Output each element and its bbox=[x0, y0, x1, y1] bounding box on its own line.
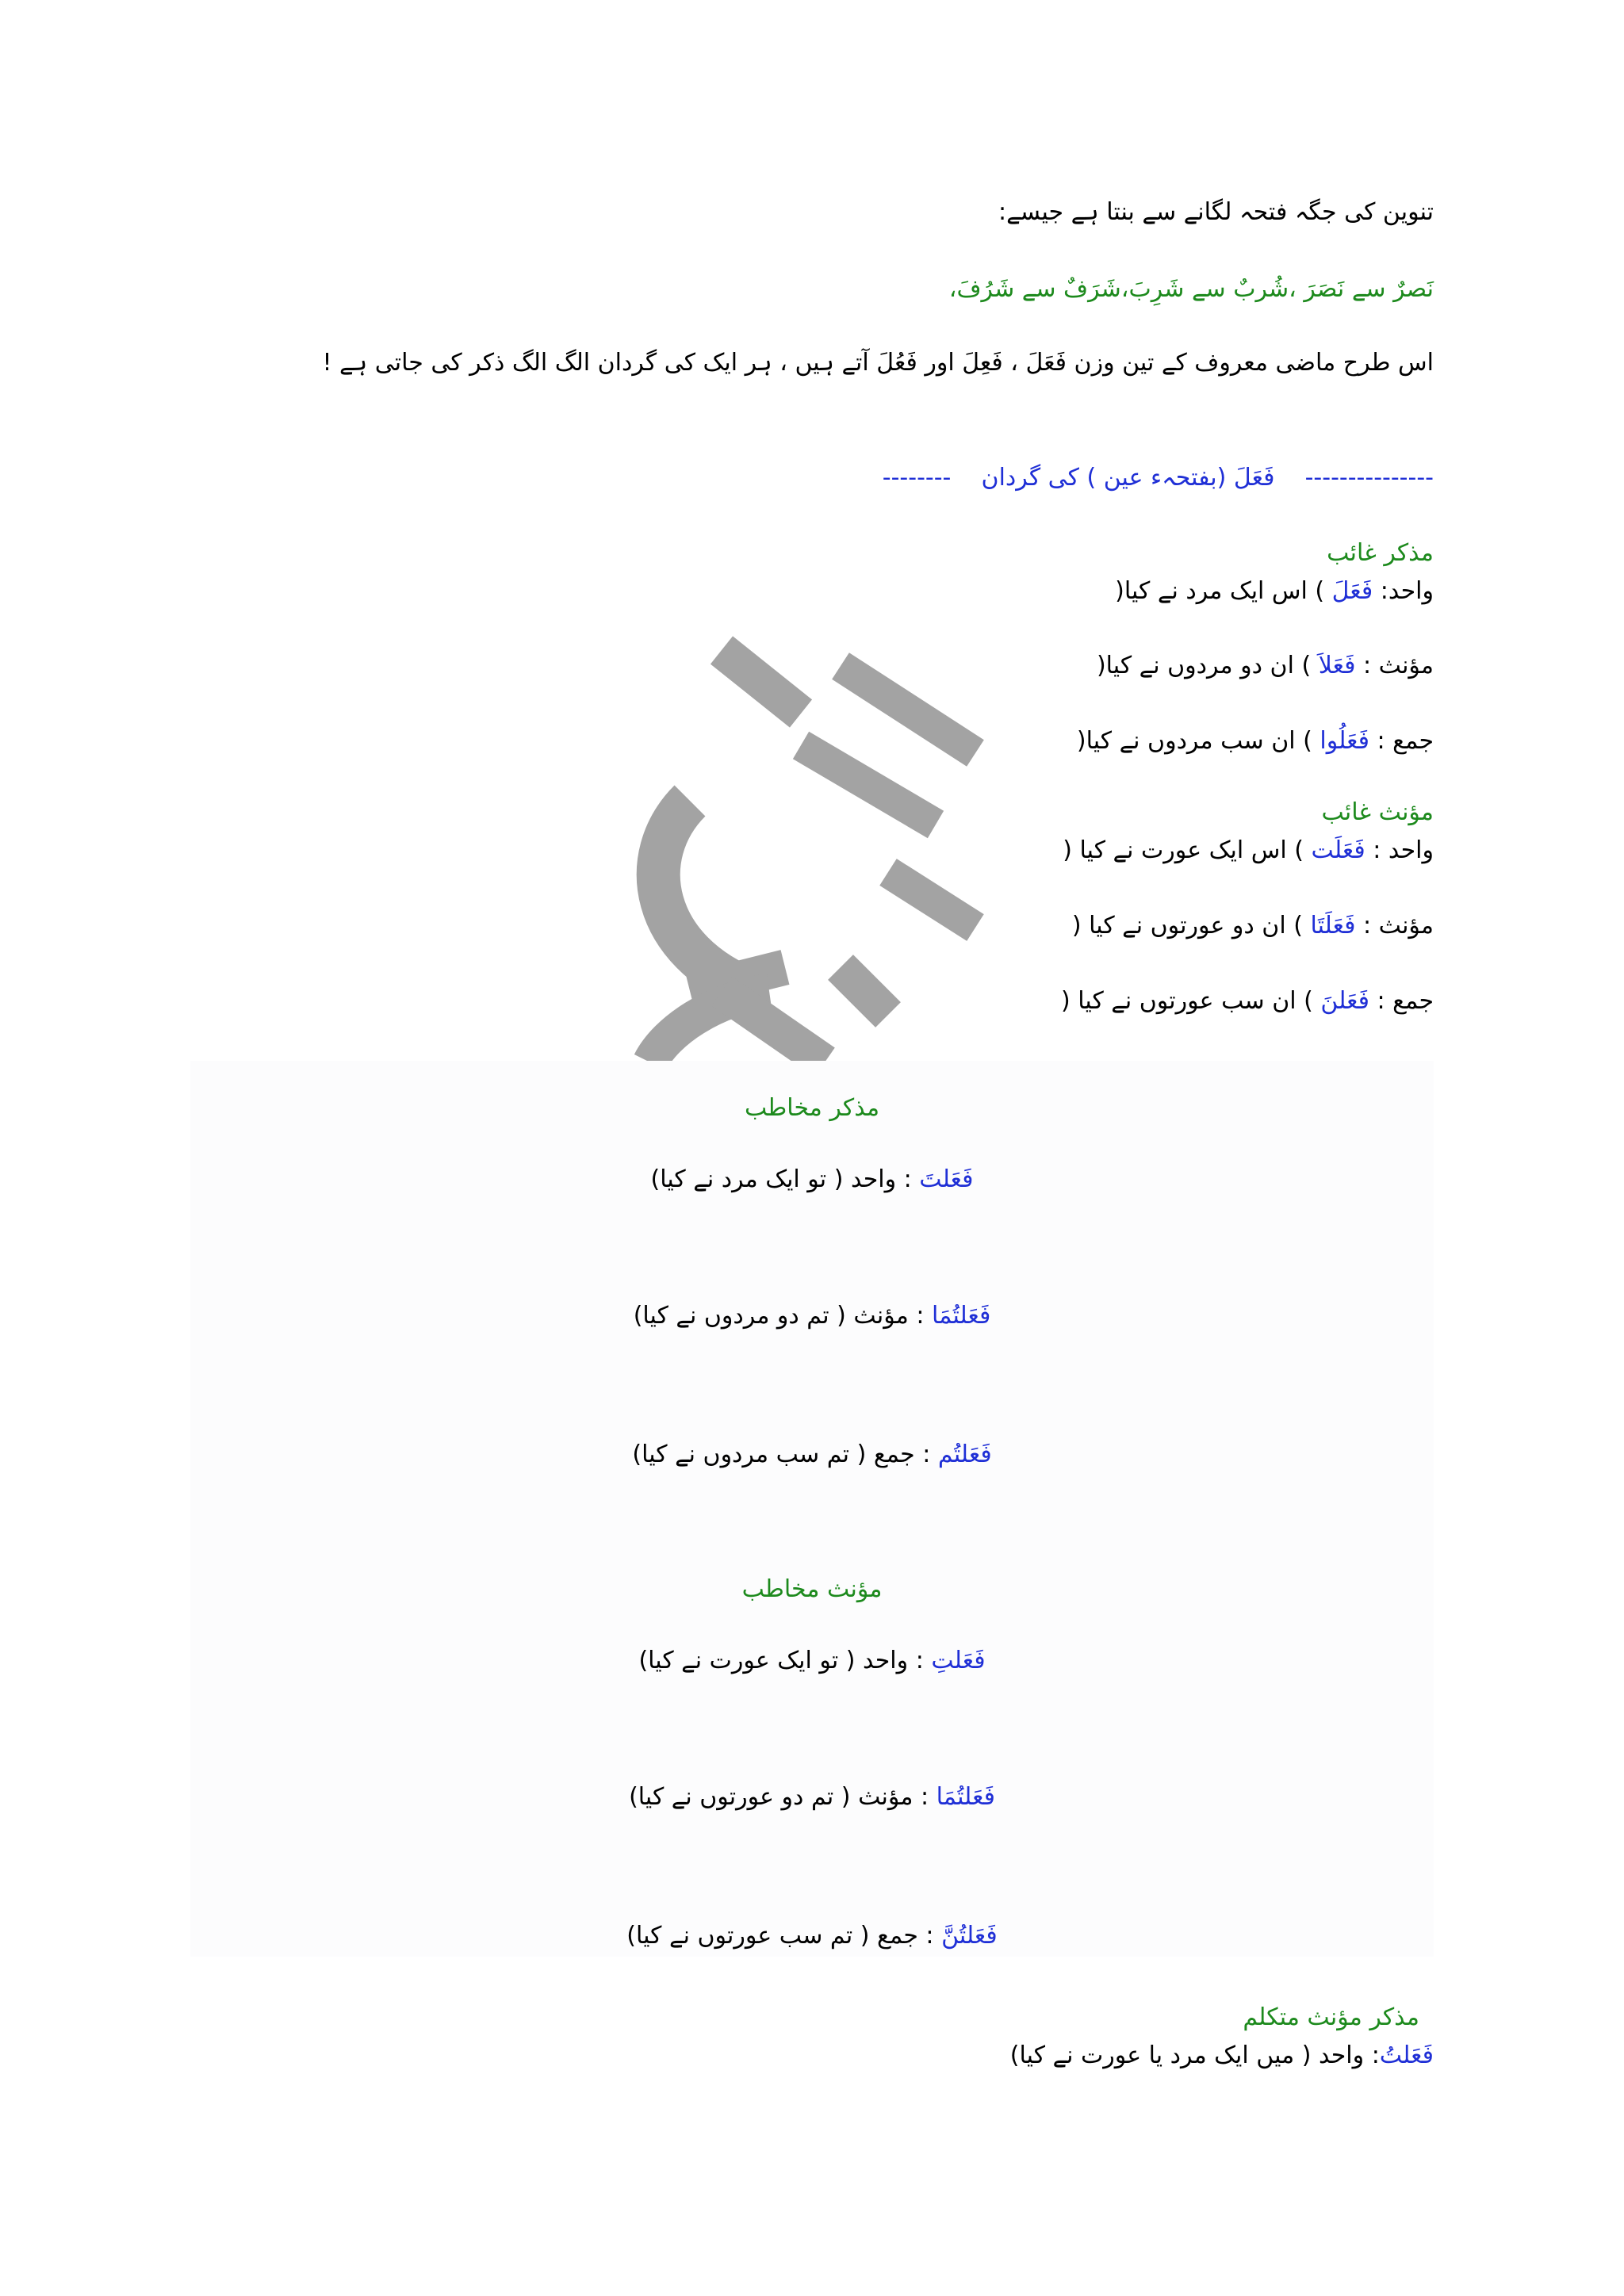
conjugation-heading bbox=[205, 462, 1434, 494]
heading-title: فَعَلَ (بفتحہء عین ) کی گردان bbox=[981, 464, 1275, 492]
conjugation-row: (میں ایک مرد یا عورت نے کیا ) فَعَلتُ: واحد bbox=[1009, 2042, 1434, 2069]
intro-examples: نَصرٌ سے نَصَرَ ،شُربٌ سے شَرِبَ،شَرَفٌ سے شَرُفَ، bbox=[948, 275, 1434, 303]
row-meaning: (تم سب مردوں نے کیا ) bbox=[632, 1441, 867, 1468]
row-meaning: ) ان دو عورتوں نے کیا ( bbox=[1071, 912, 1303, 939]
heading-dashes-left: -------- bbox=[882, 464, 952, 492]
row-meaning: (تو ایک مرد نے کیا ) bbox=[650, 1165, 844, 1193]
conjugation-row bbox=[205, 985, 1434, 1017]
row-word: فَعَلتُم bbox=[937, 1441, 992, 1468]
row-label: واحد bbox=[1319, 2042, 1365, 2069]
row-meaning: (تم سب عورتوں نے کیا ) bbox=[626, 1922, 870, 1950]
conjugation-row: (تم سب مردوں نے کیا ) فَعَلتُم : جمع bbox=[632, 1441, 992, 1468]
conjugation-row: (تم سب عورتوں نے کیا ) فَعَلتُنَّ : جمع bbox=[626, 1922, 998, 1950]
row-word: فَعَلتُمَا bbox=[936, 1783, 995, 1811]
row-label: جمع : bbox=[1377, 727, 1434, 755]
row-label: مؤنث : bbox=[1362, 652, 1434, 679]
intro-paragraph: اس طرح ماضی معروف کے تین وزن فَعَلَ ، فَعِلَ اور فَعُلَ آتے ہیں ، ہر ایک کی گردان الگ الگ ذکر کی جاتی ہے ! bbox=[322, 349, 1434, 377]
section-title-muannath-mukhatab: مؤنث مخاطب bbox=[741, 1575, 883, 1603]
conjugation-row: (تو ایک عورت نے کیا ) فَعَلتِ : واحد bbox=[638, 1647, 986, 1674]
row-word: فَعَلنَ bbox=[1320, 987, 1369, 1015]
row-label: جمع bbox=[873, 1441, 915, 1468]
row-word: فَعَلتُمَا bbox=[932, 1302, 991, 1330]
row-label: واحد : bbox=[1373, 836, 1434, 864]
row-meaning: ) ان دو مردوں نے کیا( bbox=[1096, 652, 1312, 679]
heading-dashes-right: --------------- bbox=[1304, 464, 1434, 492]
conjugation-row bbox=[205, 650, 1434, 682]
row-label: جمع : bbox=[1377, 987, 1434, 1015]
conjugation-row bbox=[205, 835, 1434, 867]
row-word: فَعَلتُ bbox=[1379, 2042, 1434, 2069]
row-word: فَعَلُوا bbox=[1320, 727, 1369, 755]
conjugation-row bbox=[205, 576, 1434, 607]
section-title-mutakallim: مذکر مؤنث متکلم bbox=[1243, 2003, 1419, 2031]
row-label: جمع bbox=[877, 1922, 918, 1950]
row-meaning: (تم دو عورتوں نے کیا ) bbox=[629, 1783, 851, 1811]
row-label: مؤنث bbox=[858, 1783, 914, 1811]
row-meaning: ) ان سب مردوں نے کیا( bbox=[1076, 727, 1312, 755]
section-title-mudhakkar-mukhatab: مذکر مخاطب bbox=[744, 1094, 880, 1122]
row-label: واحد bbox=[850, 1165, 897, 1193]
row-word: فَعَلَتَا bbox=[1310, 912, 1356, 939]
row-label: مؤنث bbox=[853, 1302, 909, 1330]
row-label: مؤنث : bbox=[1362, 912, 1434, 939]
conjugation-row: (تو ایک مرد نے کیا ) فَعَلتَ : واحد bbox=[650, 1165, 974, 1193]
conjugation-row bbox=[205, 910, 1434, 942]
row-meaning: (تو ایک عورت نے کیا ) bbox=[638, 1647, 856, 1674]
row-word: فَعَلاَ bbox=[1318, 652, 1356, 679]
row-word: فَعَلتِ bbox=[931, 1647, 986, 1674]
row-word: فَعَلَت bbox=[1311, 836, 1365, 864]
section-title-mudhakkar-ghaib: مذکر غائب bbox=[1327, 539, 1434, 567]
row-word: فَعَلتُنَّ bbox=[941, 1922, 998, 1950]
row-word: فَعَلَ bbox=[1331, 577, 1373, 605]
conjugation-row: (تم دو عورتوں نے کیا ) فَعَلتُمَا : مؤنث bbox=[629, 1783, 995, 1811]
row-word: فَعَلتَ bbox=[919, 1165, 974, 1193]
row-label: واحد: bbox=[1380, 577, 1434, 605]
intro-text: تنوین کی جگہ فتحہ لگانے سے بنتا ہے جیسے: bbox=[998, 198, 1434, 226]
row-meaning: (میں ایک مرد یا عورت نے کیا ) bbox=[1009, 2042, 1312, 2069]
row-meaning: ) اس ایک عورت نے کیا ( bbox=[1063, 836, 1304, 864]
conjugation-row: (تم دو مردوں نے کیا ) فَعَلتُمَا : مؤنث bbox=[633, 1302, 991, 1330]
row-meaning: ) ان سب عورتوں نے کیا ( bbox=[1061, 987, 1313, 1015]
conjugation-row bbox=[205, 725, 1434, 757]
row-label: واحد bbox=[863, 1647, 909, 1674]
row-meaning: ) اس ایک مرد نے کیا( bbox=[1115, 577, 1325, 605]
section-title-muannath-ghaib: مؤنث غائب bbox=[1321, 798, 1434, 826]
row-meaning: (تم دو مردوں نے کیا ) bbox=[633, 1302, 846, 1330]
